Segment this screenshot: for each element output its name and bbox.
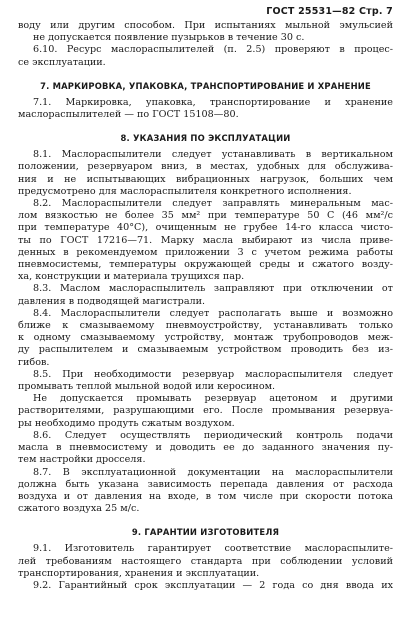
text-line: промывать теплой мыльной водой или керосином. (18, 381, 276, 393)
text-line: лей требованиям настоящего стандарта при соблюдении условий (18, 555, 393, 567)
text-line: 8.2. Маслораспылители следует заправлять минеральным мас- (33, 198, 393, 210)
text-line: растворителями, разрушающими его. После промывания резервуа- (18, 405, 393, 417)
text-line: давления в подводящей магистрали. (18, 295, 206, 307)
text-line: 8.4. Маслораспылители следует располагать выше и возможно (33, 307, 393, 319)
text-line: 8.3. Маслом маслораспылитель заправляют при отключении от (33, 283, 393, 295)
text-line: 9.1. Изготовитель гарантирует соответствие маслораспылите- (33, 543, 393, 555)
text-line: транспортирования, хранения и эксплуатации. (18, 567, 260, 579)
paragraph-8-6 (18, 430, 393, 467)
text-line: 8.6. Следует осуществлять периодический контроль подачи (33, 429, 393, 441)
text-line: не допускается появление пузырьков в течение 30 с. (33, 32, 305, 44)
text-line: 8.7. В эксплуатационной документации на маслораспылители (33, 466, 393, 478)
text-line: се эксплуатации. (18, 56, 106, 68)
text-line: 8.5. При необходимости резервуар маслораспылителя следует (33, 368, 393, 380)
text-line: к одному смазываемому устройству, монтаж трубопроводов меж- (18, 332, 393, 344)
section-heading-8: 8. УКАЗАНИЯ ПО ЭКСПЛУАТАЦИИ (120, 133, 291, 144)
paragraph-7-1 (18, 97, 393, 121)
text-line: ры необходимо продуть сжатым воздухом. (18, 417, 235, 429)
text-line: денных в рекомендуемом приложении 3 с учетом режима работы (18, 246, 393, 258)
section-heading-7: 7. МАРКИРОВКА, УПАКОВКА, ТРАНСПОРТИРОВАНИЕ И ХРАНЕНИЕ (40, 80, 371, 91)
text-line: положении, резервуаром вниз, в местах, удобных для обслужива- (18, 161, 393, 173)
text-line: тем настройки дросселя. (18, 454, 146, 466)
text-line: воздуха и от давления на входе, в том числе при скорости потока (18, 490, 393, 502)
text-line: предусмотрено для маслораспылителя конкретного исполнения. (18, 185, 352, 197)
text-line: ду распылителем и смазываемым устройством проводить без из- (18, 344, 393, 356)
text-line: ния и не испытывающих вибрационных нагрузок, больших чем (18, 173, 393, 185)
running-header (18, 6, 393, 19)
text-line: пневмосистемы, температуры окружающей среды и сжатого возду- (18, 259, 393, 271)
text-line: Не допускается промывать резервуар ацетоном и другими (33, 393, 393, 405)
text-line: ты по ГОСТ 17216—71. Марку масла выбирают из числа приве- (18, 234, 393, 246)
continuation-paragraph (18, 20, 393, 69)
text-line: 9.2. Гарантийный срок эксплуатации — 2 года со дня ввода их (33, 579, 393, 591)
paragraph-8-5-note (18, 393, 393, 430)
running-title: ГОСТ 25531—82 Стр. 7 (266, 6, 393, 17)
paragraph-8-7 (18, 467, 393, 516)
text-line: 7.1. Маркировка, упаковка, транспортирование и хранение (33, 96, 393, 108)
text-line: маслораспылителей — по ГОСТ 15108—80. (18, 109, 239, 121)
paragraph-8-2 (18, 198, 393, 283)
text-line: масла в пневмосистему и доводить ее до заданного значения пу- (18, 442, 393, 454)
paragraph-9-1 (18, 543, 393, 580)
paragraph-9-2 (18, 580, 393, 592)
text-line: гибов. (18, 356, 50, 368)
paragraph-8-4 (18, 308, 393, 369)
text-line: воду или другим способом. При испытаниях мыльной эмульсией (18, 20, 393, 31)
text-line: должна быть указана зависимость перепада давления от расхода (18, 478, 393, 490)
text-line: сжатого воздуха 25 м/с. (18, 503, 140, 515)
paragraph-8-1 (18, 149, 393, 198)
section-heading-9: 9. ГАРАНТИИ ИЗГОТОВИТЕЛЯ (131, 527, 280, 538)
text-line: 8.1. Маслораспылители следует устанавливать в вертикальном (33, 149, 393, 161)
text-line: при температуре 40°С), очищенным не грубее 14-го класса чисто- (18, 222, 393, 234)
text-line: 6.10. Ресурс маслораспылителей (п. 2.5) проверяют в процес- (33, 44, 393, 56)
text-line: ближе к смазываемому пневмоустройству, устанавливать только (18, 320, 393, 332)
text-line: лом вязкостью не более 35 мм² при температуре 50 С (46 мм²/с (18, 210, 393, 222)
paragraph-8-5 (18, 369, 393, 393)
paragraph-8-3 (18, 283, 393, 307)
text-line: ха, конструкции и материала трущихся пар. (18, 271, 245, 283)
